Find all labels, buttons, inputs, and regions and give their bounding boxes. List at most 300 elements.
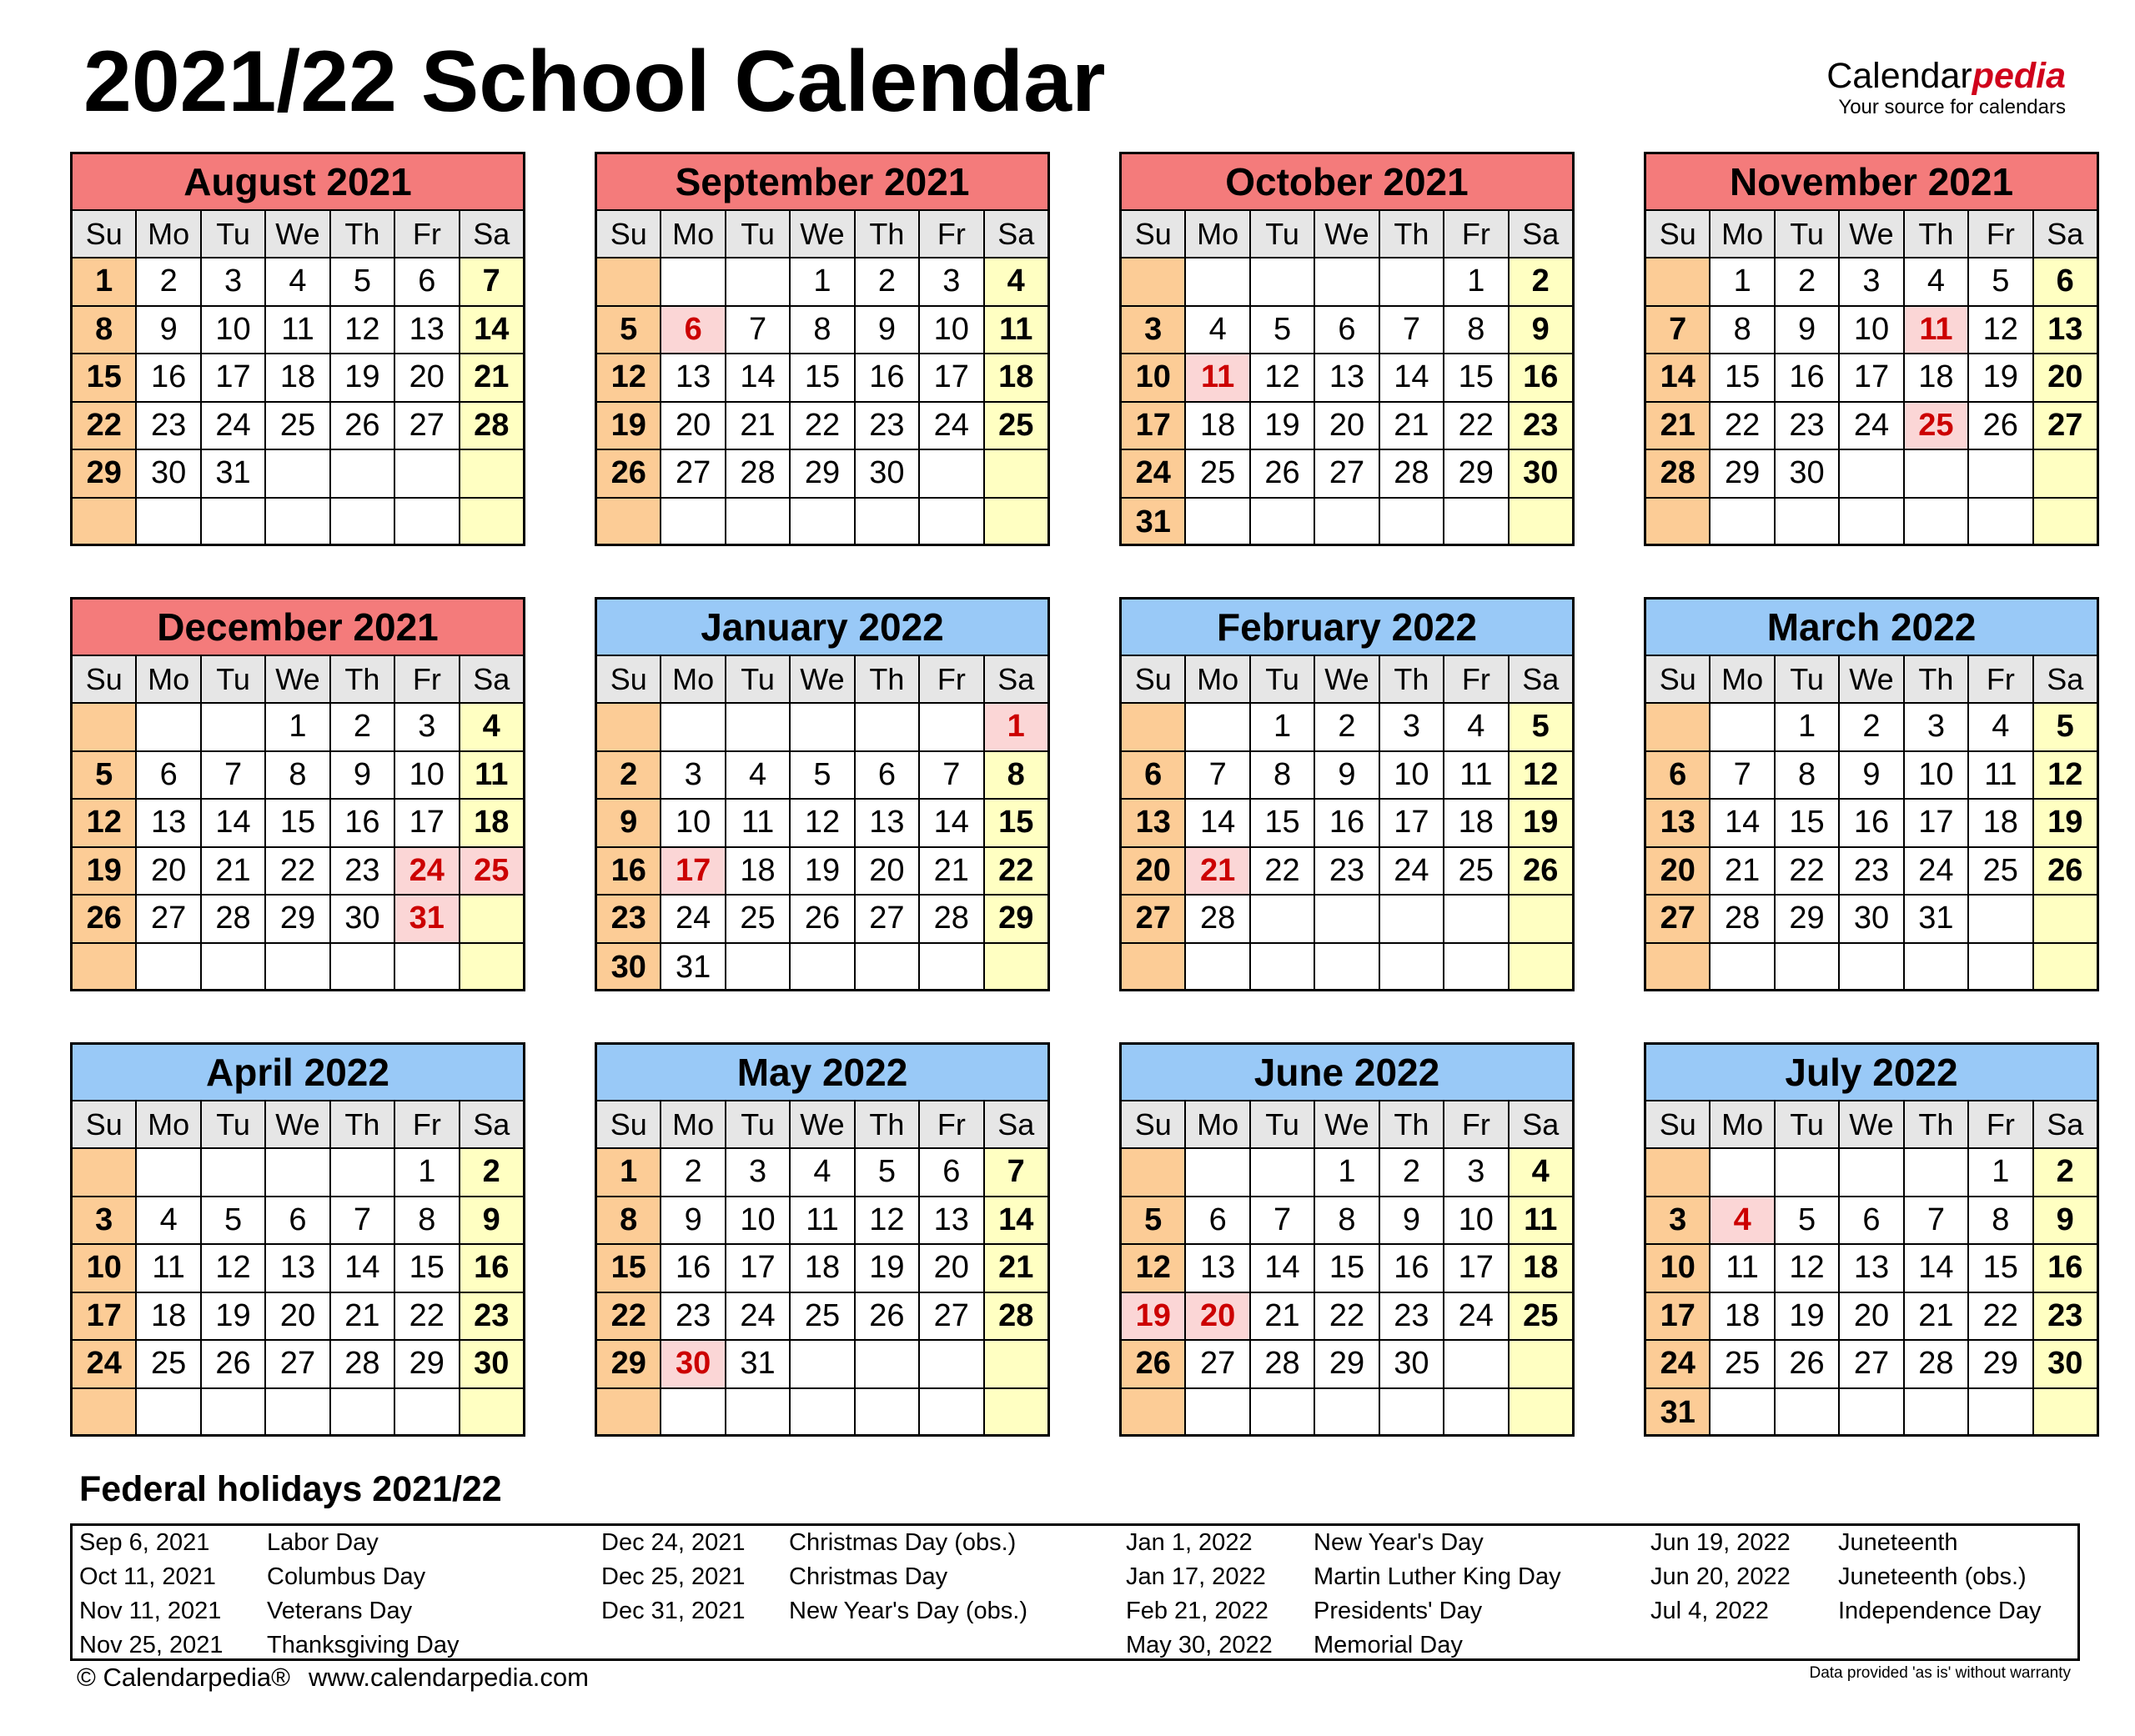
day-cell[interactable]: 11 [460, 752, 523, 800]
day-cell[interactable]: 28 [1380, 450, 1444, 499]
day-cell[interactable]: 25 [985, 403, 1047, 451]
day-cell[interactable]: 16 [1315, 800, 1379, 848]
day-cell[interactable]: 2 [597, 752, 661, 800]
day-cell[interactable]: 22 [1315, 1293, 1379, 1342]
day-cell[interactable]: 11 [1711, 1245, 1775, 1293]
day-cell[interactable]: 3 [1444, 1149, 1509, 1197]
day-cell[interactable]: 18 [460, 800, 523, 848]
day-cell[interactable]: 16 [1776, 354, 1840, 403]
day-cell[interactable]: 19 [856, 1245, 920, 1293]
day-cell[interactable]: 27 [266, 1341, 330, 1389]
holiday-day-cell[interactable]: 1 [985, 704, 1047, 752]
day-cell[interactable]: 11 [1510, 1197, 1572, 1246]
day-cell[interactable]: 7 [1905, 1197, 1969, 1246]
day-cell[interactable]: 11 [266, 307, 330, 355]
day-cell[interactable]: 2 [1510, 258, 1572, 307]
day-cell[interactable]: 29 [73, 450, 137, 499]
day-cell[interactable]: 25 [1711, 1341, 1775, 1389]
day-cell[interactable]: 28 [920, 896, 984, 944]
day-cell[interactable]: 6 [1315, 307, 1379, 355]
day-cell[interactable]: 6 [1646, 752, 1711, 800]
day-cell[interactable]: 7 [1711, 752, 1775, 800]
day-cell[interactable]: 12 [202, 1245, 266, 1293]
day-cell[interactable]: 30 [137, 450, 201, 499]
day-cell[interactable]: 17 [395, 800, 460, 848]
day-cell[interactable]: 17 [1905, 800, 1969, 848]
day-cell[interactable]: 4 [1510, 1149, 1572, 1197]
day-cell[interactable]: 26 [791, 896, 855, 944]
day-cell[interactable]: 15 [1711, 354, 1775, 403]
holiday-day-cell[interactable]: 6 [661, 307, 726, 355]
day-cell[interactable]: 8 [1776, 752, 1840, 800]
holiday-day-cell[interactable]: 25 [1905, 403, 1969, 451]
day-cell[interactable]: 17 [920, 354, 984, 403]
day-cell[interactable]: 6 [395, 258, 460, 307]
day-cell[interactable]: 14 [1251, 1245, 1315, 1293]
day-cell[interactable]: 17 [1646, 1293, 1711, 1342]
day-cell[interactable]: 22 [985, 848, 1047, 896]
day-cell[interactable]: 5 [202, 1197, 266, 1246]
day-cell[interactable]: 28 [1646, 450, 1711, 499]
day-cell[interactable]: 26 [1969, 403, 2033, 451]
day-cell[interactable]: 22 [597, 1293, 661, 1342]
day-cell[interactable]: 25 [1969, 848, 2033, 896]
day-cell[interactable]: 27 [1840, 1341, 1904, 1389]
day-cell[interactable]: 17 [1380, 800, 1444, 848]
day-cell[interactable]: 10 [1840, 307, 1904, 355]
day-cell[interactable]: 9 [1510, 307, 1572, 355]
day-cell[interactable]: 30 [331, 896, 395, 944]
day-cell[interactable]: 21 [1905, 1293, 1969, 1342]
day-cell[interactable]: 1 [1969, 1149, 2033, 1197]
day-cell[interactable]: 31 [1646, 1389, 1711, 1437]
day-cell[interactable]: 7 [1646, 307, 1711, 355]
day-cell[interactable]: 18 [137, 1293, 201, 1342]
day-cell[interactable]: 24 [1905, 848, 1969, 896]
day-cell[interactable]: 7 [985, 1149, 1047, 1197]
day-cell[interactable]: 27 [920, 1293, 984, 1342]
day-cell[interactable]: 28 [1186, 896, 1250, 944]
day-cell[interactable]: 3 [1840, 258, 1904, 307]
day-cell[interactable]: 20 [661, 403, 726, 451]
day-cell[interactable]: 9 [597, 800, 661, 848]
day-cell[interactable]: 10 [1905, 752, 1969, 800]
holiday-day-cell[interactable]: 19 [1122, 1293, 1186, 1342]
day-cell[interactable]: 15 [597, 1245, 661, 1293]
day-cell[interactable]: 10 [920, 307, 984, 355]
day-cell[interactable]: 20 [920, 1245, 984, 1293]
day-cell[interactable]: 17 [73, 1293, 137, 1342]
day-cell[interactable]: 10 [202, 307, 266, 355]
day-cell[interactable]: 1 [266, 704, 330, 752]
day-cell[interactable]: 23 [460, 1293, 523, 1342]
day-cell[interactable]: 13 [1315, 354, 1379, 403]
day-cell[interactable]: 23 [331, 848, 395, 896]
day-cell[interactable]: 13 [661, 354, 726, 403]
day-cell[interactable]: 31 [1905, 896, 1969, 944]
day-cell[interactable]: 15 [1444, 354, 1509, 403]
day-cell[interactable]: 12 [2034, 752, 2097, 800]
day-cell[interactable]: 17 [726, 1245, 791, 1293]
day-cell[interactable]: 20 [2034, 354, 2097, 403]
day-cell[interactable]: 1 [73, 258, 137, 307]
day-cell[interactable]: 25 [1186, 450, 1250, 499]
day-cell[interactable]: 4 [791, 1149, 855, 1197]
day-cell[interactable]: 20 [856, 848, 920, 896]
day-cell[interactable]: 12 [1776, 1245, 1840, 1293]
day-cell[interactable]: 10 [395, 752, 460, 800]
day-cell[interactable]: 12 [1510, 752, 1572, 800]
day-cell[interactable]: 13 [266, 1245, 330, 1293]
day-cell[interactable]: 3 [395, 704, 460, 752]
day-cell[interactable]: 9 [460, 1197, 523, 1246]
day-cell[interactable]: 6 [266, 1197, 330, 1246]
holiday-day-cell[interactable]: 20 [1186, 1293, 1250, 1342]
day-cell[interactable]: 19 [597, 403, 661, 451]
day-cell[interactable]: 23 [2034, 1293, 2097, 1342]
day-cell[interactable]: 26 [331, 403, 395, 451]
day-cell[interactable]: 27 [1646, 896, 1711, 944]
day-cell[interactable]: 8 [985, 752, 1047, 800]
day-cell[interactable]: 24 [726, 1293, 791, 1342]
day-cell[interactable]: 3 [1646, 1197, 1711, 1246]
day-cell[interactable]: 18 [266, 354, 330, 403]
day-cell[interactable]: 28 [1905, 1341, 1969, 1389]
day-cell[interactable]: 13 [2034, 307, 2097, 355]
day-cell[interactable]: 14 [460, 307, 523, 355]
day-cell[interactable]: 27 [137, 896, 201, 944]
day-cell[interactable]: 20 [137, 848, 201, 896]
day-cell[interactable]: 15 [1969, 1245, 2033, 1293]
day-cell[interactable]: 31 [726, 1341, 791, 1389]
day-cell[interactable]: 30 [597, 944, 661, 992]
day-cell[interactable]: 13 [1122, 800, 1186, 848]
day-cell[interactable]: 1 [1251, 704, 1315, 752]
day-cell[interactable]: 15 [985, 800, 1047, 848]
day-cell[interactable]: 31 [202, 450, 266, 499]
day-cell[interactable]: 21 [331, 1293, 395, 1342]
day-cell[interactable]: 28 [1251, 1341, 1315, 1389]
day-cell[interactable]: 30 [2034, 1341, 2097, 1389]
day-cell[interactable]: 3 [1380, 704, 1444, 752]
day-cell[interactable]: 8 [597, 1197, 661, 1246]
day-cell[interactable]: 25 [137, 1341, 201, 1389]
day-cell[interactable]: 10 [1380, 752, 1444, 800]
day-cell[interactable]: 2 [2034, 1149, 2097, 1197]
day-cell[interactable]: 17 [1122, 403, 1186, 451]
day-cell[interactable]: 28 [331, 1341, 395, 1389]
day-cell[interactable]: 17 [202, 354, 266, 403]
day-cell[interactable]: 5 [73, 752, 137, 800]
day-cell[interactable]: 16 [1840, 800, 1904, 848]
day-cell[interactable]: 18 [791, 1245, 855, 1293]
holiday-day-cell[interactable]: 30 [661, 1341, 726, 1389]
day-cell[interactable]: 5 [331, 258, 395, 307]
day-cell[interactable]: 21 [985, 1245, 1047, 1293]
day-cell[interactable]: 1 [1315, 1149, 1379, 1197]
day-cell[interactable]: 20 [1122, 848, 1186, 896]
day-cell[interactable]: 27 [661, 450, 726, 499]
day-cell[interactable]: 8 [1251, 752, 1315, 800]
day-cell[interactable]: 16 [331, 800, 395, 848]
day-cell[interactable]: 26 [1510, 848, 1572, 896]
day-cell[interactable]: 24 [73, 1341, 137, 1389]
day-cell[interactable]: 2 [1315, 704, 1379, 752]
day-cell[interactable]: 6 [1186, 1197, 1250, 1246]
day-cell[interactable]: 27 [2034, 403, 2097, 451]
day-cell[interactable]: 4 [266, 258, 330, 307]
day-cell[interactable]: 28 [202, 896, 266, 944]
day-cell[interactable]: 28 [985, 1293, 1047, 1342]
day-cell[interactable]: 23 [1840, 848, 1904, 896]
day-cell[interactable]: 24 [1840, 403, 1904, 451]
day-cell[interactable]: 22 [1711, 403, 1775, 451]
day-cell[interactable]: 29 [395, 1341, 460, 1389]
day-cell[interactable]: 16 [2034, 1245, 2097, 1293]
day-cell[interactable]: 28 [1711, 896, 1775, 944]
day-cell[interactable]: 13 [920, 1197, 984, 1246]
day-cell[interactable]: 6 [1122, 752, 1186, 800]
day-cell[interactable]: 20 [1315, 403, 1379, 451]
day-cell[interactable]: 14 [1905, 1245, 1969, 1293]
day-cell[interactable]: 29 [1315, 1341, 1379, 1389]
day-cell[interactable]: 29 [791, 450, 855, 499]
day-cell[interactable]: 14 [1380, 354, 1444, 403]
day-cell[interactable]: 24 [1646, 1341, 1711, 1389]
day-cell[interactable]: 14 [202, 800, 266, 848]
day-cell[interactable]: 2 [1380, 1149, 1444, 1197]
day-cell[interactable]: 7 [726, 307, 791, 355]
day-cell[interactable]: 14 [920, 800, 984, 848]
day-cell[interactable]: 2 [661, 1149, 726, 1197]
day-cell[interactable]: 10 [726, 1197, 791, 1246]
day-cell[interactable]: 6 [920, 1149, 984, 1197]
day-cell[interactable]: 7 [920, 752, 984, 800]
day-cell[interactable]: 26 [597, 450, 661, 499]
day-cell[interactable]: 28 [460, 403, 523, 451]
day-cell[interactable]: 23 [661, 1293, 726, 1342]
day-cell[interactable]: 19 [202, 1293, 266, 1342]
day-cell[interactable]: 19 [1510, 800, 1572, 848]
day-cell[interactable]: 25 [266, 403, 330, 451]
day-cell[interactable]: 3 [726, 1149, 791, 1197]
day-cell[interactable]: 15 [1315, 1245, 1379, 1293]
day-cell[interactable]: 26 [2034, 848, 2097, 896]
day-cell[interactable]: 10 [73, 1245, 137, 1293]
day-cell[interactable]: 8 [266, 752, 330, 800]
day-cell[interactable]: 3 [202, 258, 266, 307]
day-cell[interactable]: 22 [395, 1293, 460, 1342]
day-cell[interactable]: 25 [791, 1293, 855, 1342]
day-cell[interactable]: 14 [726, 354, 791, 403]
day-cell[interactable]: 27 [856, 896, 920, 944]
day-cell[interactable]: 4 [985, 258, 1047, 307]
day-cell[interactable]: 21 [920, 848, 984, 896]
day-cell[interactable]: 9 [1315, 752, 1379, 800]
day-cell[interactable]: 19 [1969, 354, 2033, 403]
day-cell[interactable]: 18 [1444, 800, 1509, 848]
day-cell[interactable]: 8 [1444, 307, 1509, 355]
day-cell[interactable]: 7 [331, 1197, 395, 1246]
day-cell[interactable]: 5 [1251, 307, 1315, 355]
day-cell[interactable]: 5 [1969, 258, 2033, 307]
day-cell[interactable]: 9 [2034, 1197, 2097, 1246]
day-cell[interactable]: 7 [1380, 307, 1444, 355]
day-cell[interactable]: 21 [1380, 403, 1444, 451]
day-cell[interactable]: 29 [1776, 896, 1840, 944]
day-cell[interactable]: 19 [1776, 1293, 1840, 1342]
day-cell[interactable]: 24 [1444, 1293, 1509, 1342]
day-cell[interactable]: 1 [1776, 704, 1840, 752]
day-cell[interactable]: 5 [856, 1149, 920, 1197]
brand-logo[interactable] [1826, 58, 2066, 118]
day-cell[interactable]: 3 [73, 1197, 137, 1246]
day-cell[interactable]: 14 [985, 1197, 1047, 1246]
day-cell[interactable]: 2 [331, 704, 395, 752]
day-cell[interactable]: 20 [266, 1293, 330, 1342]
day-cell[interactable]: 20 [395, 354, 460, 403]
day-cell[interactable]: 1 [791, 258, 855, 307]
day-cell[interactable]: 23 [1510, 403, 1572, 451]
day-cell[interactable]: 25 [1444, 848, 1509, 896]
day-cell[interactable]: 30 [856, 450, 920, 499]
day-cell[interactable]: 31 [661, 944, 726, 992]
day-cell[interactable]: 9 [331, 752, 395, 800]
holiday-day-cell[interactable]: 11 [1186, 354, 1250, 403]
day-cell[interactable]: 13 [1840, 1245, 1904, 1293]
day-cell[interactable]: 23 [1380, 1293, 1444, 1342]
day-cell[interactable]: 4 [137, 1197, 201, 1246]
day-cell[interactable]: 9 [1776, 307, 1840, 355]
day-cell[interactable]: 5 [2034, 704, 2097, 752]
day-cell[interactable]: 27 [1315, 450, 1379, 499]
day-cell[interactable]: 6 [137, 752, 201, 800]
day-cell[interactable]: 21 [1711, 848, 1775, 896]
day-cell[interactable]: 6 [1840, 1197, 1904, 1246]
day-cell[interactable]: 22 [1444, 403, 1509, 451]
day-cell[interactable]: 1 [1444, 258, 1509, 307]
day-cell[interactable]: 19 [791, 848, 855, 896]
day-cell[interactable]: 26 [73, 896, 137, 944]
day-cell[interactable]: 22 [73, 403, 137, 451]
holiday-day-cell[interactable]: 21 [1186, 848, 1250, 896]
day-cell[interactable]: 28 [726, 450, 791, 499]
day-cell[interactable]: 2 [137, 258, 201, 307]
day-cell[interactable]: 30 [1510, 450, 1572, 499]
day-cell[interactable]: 21 [460, 354, 523, 403]
day-cell[interactable]: 16 [597, 848, 661, 896]
day-cell[interactable]: 9 [661, 1197, 726, 1246]
day-cell[interactable]: 7 [1186, 752, 1250, 800]
day-cell[interactable]: 26 [1122, 1341, 1186, 1389]
day-cell[interactable]: 22 [266, 848, 330, 896]
day-cell[interactable]: 7 [202, 752, 266, 800]
day-cell[interactable]: 8 [73, 307, 137, 355]
day-cell[interactable]: 11 [1444, 752, 1509, 800]
day-cell[interactable]: 30 [1776, 450, 1840, 499]
day-cell[interactable]: 8 [1969, 1197, 2033, 1246]
footer-url[interactable]: www.calendarpedia.com [308, 1663, 589, 1692]
day-cell[interactable]: 15 [266, 800, 330, 848]
day-cell[interactable]: 23 [597, 896, 661, 944]
day-cell[interactable]: 11 [791, 1197, 855, 1246]
day-cell[interactable]: 10 [1122, 354, 1186, 403]
day-cell[interactable]: 12 [73, 800, 137, 848]
day-cell[interactable]: 5 [791, 752, 855, 800]
day-cell[interactable]: 18 [1905, 354, 1969, 403]
day-cell[interactable]: 10 [1444, 1197, 1509, 1246]
day-cell[interactable]: 23 [137, 403, 201, 451]
day-cell[interactable]: 8 [1315, 1197, 1379, 1246]
day-cell[interactable]: 18 [985, 354, 1047, 403]
holiday-day-cell[interactable]: 24 [395, 848, 460, 896]
day-cell[interactable]: 21 [202, 848, 266, 896]
day-cell[interactable]: 11 [726, 800, 791, 848]
day-cell[interactable]: 10 [1646, 1245, 1711, 1293]
day-cell[interactable]: 11 [985, 307, 1047, 355]
day-cell[interactable]: 3 [1122, 307, 1186, 355]
day-cell[interactable]: 2 [460, 1149, 523, 1197]
day-cell[interactable]: 18 [1969, 800, 2033, 848]
day-cell[interactable]: 12 [791, 800, 855, 848]
day-cell[interactable]: 12 [331, 307, 395, 355]
day-cell[interactable]: 22 [791, 403, 855, 451]
day-cell[interactable]: 29 [597, 1341, 661, 1389]
day-cell[interactable]: 14 [1186, 800, 1250, 848]
day-cell[interactable]: 26 [856, 1293, 920, 1342]
day-cell[interactable]: 20 [1646, 848, 1711, 896]
day-cell[interactable]: 10 [661, 800, 726, 848]
day-cell[interactable]: 15 [395, 1245, 460, 1293]
day-cell[interactable]: 9 [856, 307, 920, 355]
day-cell[interactable]: 19 [73, 848, 137, 896]
day-cell[interactable]: 16 [1380, 1245, 1444, 1293]
day-cell[interactable]: 22 [1251, 848, 1315, 896]
day-cell[interactable]: 1 [395, 1149, 460, 1197]
day-cell[interactable]: 13 [1646, 800, 1711, 848]
day-cell[interactable]: 3 [661, 752, 726, 800]
day-cell[interactable]: 27 [1186, 1341, 1250, 1389]
day-cell[interactable]: 24 [920, 403, 984, 451]
day-cell[interactable]: 7 [1251, 1197, 1315, 1246]
day-cell[interactable]: 29 [985, 896, 1047, 944]
day-cell[interactable]: 29 [1969, 1341, 2033, 1389]
day-cell[interactable]: 8 [791, 307, 855, 355]
day-cell[interactable]: 29 [266, 896, 330, 944]
day-cell[interactable]: 4 [726, 752, 791, 800]
day-cell[interactable]: 9 [1840, 752, 1904, 800]
day-cell[interactable]: 13 [856, 800, 920, 848]
day-cell[interactable]: 12 [1122, 1245, 1186, 1293]
day-cell[interactable]: 24 [202, 403, 266, 451]
day-cell[interactable]: 16 [1510, 354, 1572, 403]
day-cell[interactable]: 30 [1840, 896, 1904, 944]
day-cell[interactable]: 18 [1186, 403, 1250, 451]
day-cell[interactable]: 1 [597, 1149, 661, 1197]
day-cell[interactable]: 18 [726, 848, 791, 896]
day-cell[interactable]: 3 [920, 258, 984, 307]
day-cell[interactable]: 16 [460, 1245, 523, 1293]
day-cell[interactable]: 25 [726, 896, 791, 944]
day-cell[interactable]: 17 [1444, 1245, 1509, 1293]
day-cell[interactable]: 19 [2034, 800, 2097, 848]
day-cell[interactable]: 12 [1969, 307, 2033, 355]
day-cell[interactable]: 18 [1510, 1245, 1572, 1293]
day-cell[interactable]: 22 [1776, 848, 1840, 896]
day-cell[interactable]: 27 [395, 403, 460, 451]
day-cell[interactable]: 15 [1776, 800, 1840, 848]
day-cell[interactable]: 6 [856, 752, 920, 800]
